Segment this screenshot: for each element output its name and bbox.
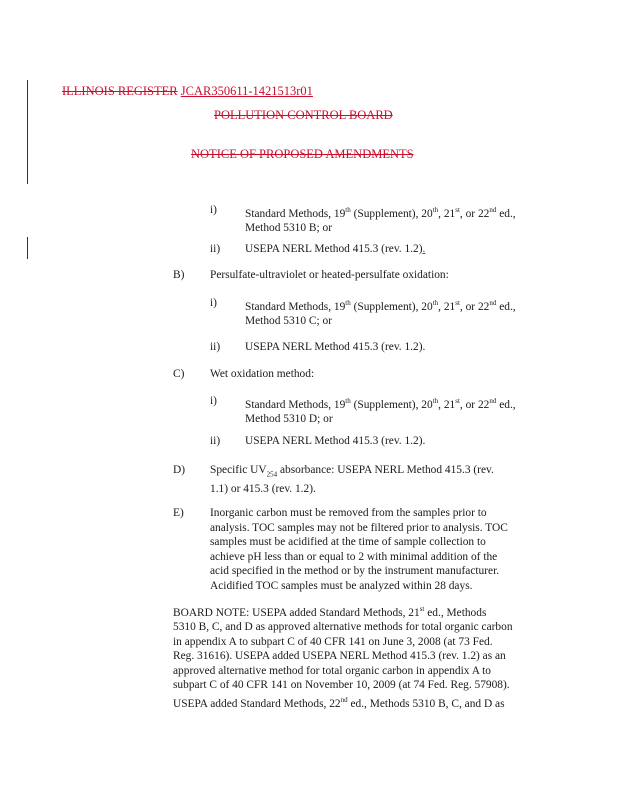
item-c-ii-label: ii) [210, 435, 221, 447]
item-b-i-text: Standard Methods, 19th (Supplement), 20th, 21st, or 22nd ed., Method 5310 C; or [245, 299, 516, 328]
item-b-ii-text: USEPA NERL Method 415.3 (rev. 1.2). [245, 341, 426, 353]
register-code: JCAR350611-1421513r01 [180, 84, 313, 98]
item-a-i-text: Standard Methods, 19th (Supplement), 20th, 21st, or 22nd ed., Method 5310 B; or [245, 206, 516, 235]
item-c-ii-text: USEPA NERL Method 415.3 (rev. 1.2). [245, 435, 426, 447]
item-c-text: Wet oxidation method: [210, 368, 315, 380]
item-b-text: Persulfate-ultraviolet or heated-persulfate oxidation: [210, 269, 449, 281]
item-a-ii-text: USEPA NERL Method 415.3 (rev. 1.2). [245, 243, 426, 255]
item-e-label: E) [173, 507, 184, 519]
item-b-label: B) [173, 269, 185, 281]
item-a-ii-label: ii) [210, 243, 221, 255]
register-title: ILLINOIS REGISTER [62, 84, 178, 98]
notice-title: NOTICE OF PROPOSED AMENDMENTS [191, 147, 414, 161]
item-b-i-label: i) [210, 297, 217, 309]
change-bar-middle [27, 237, 28, 259]
change-bar-top [27, 80, 28, 184]
item-c-i-text: Standard Methods, 19th (Supplement), 20th, 21st, or 22nd ed., Method 5310 D; or [245, 397, 516, 426]
item-b-ii-label: ii) [210, 341, 221, 353]
inserted-period: . [422, 243, 426, 255]
register-header [62, 84, 313, 99]
item-d-text: Specific $UV_{254}$ absorbance: USEPA NERL Method 415.3 (rev. 1.1) or 415.3 (rev. 1.2). [210, 464, 494, 495]
board-note: BOARD NOTE: USEPA added Standard Methods, 21st ed., Methods 5310 B, C, and D as approved alternative methods for total organic carbon in appendix A to subpart C of 40 CFR 141 on June 3, 2008 (at 73 Fed. Reg. 31616). USEPA added USEPA NERL Method 415.3 (rev. 1.2) as an approved alternative method for total organic carbon in appendix A to subpart C of 40 CFR 141 on November 10, 2009 (at 74 Fed. Reg. 57908). USEPA added Standard Methods, 22nd ed., Methods 5310 B, C, and D as [173, 605, 513, 710]
item-c-i-label: i) [210, 395, 217, 407]
item-a-i-label: i) [210, 204, 217, 216]
board-title: POLLUTION CONTROL BOARD [214, 108, 393, 122]
item-c-label: C) [173, 368, 185, 380]
item-d-label: D) [173, 464, 186, 476]
item-e-text: Inorganic carbon must be removed from the samples prior to analysis. TOC samples may not be filtered prior to analysis. TOC samples must be acidified at the time of sample collection to achieve pH less than or equal to 2 with minimal addition of the acid specified in the method or by the instrument manufacturer. Acidified TOC samples must be analyzed within 28 days. [210, 507, 508, 592]
